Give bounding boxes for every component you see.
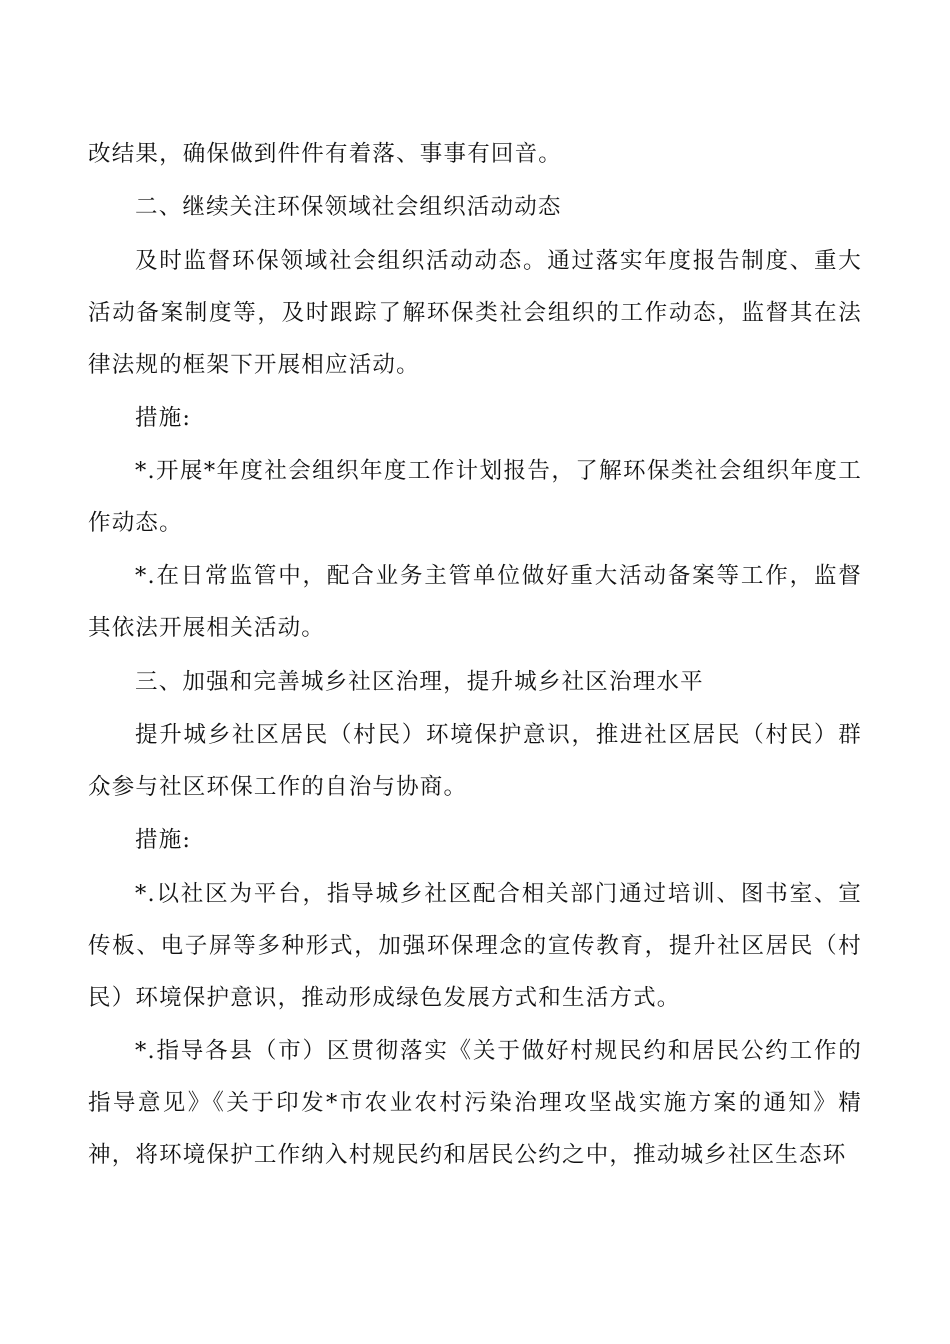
measure-item: *.在日常监管中，配合业务主管单位做好重大活动备案等工作，监督其依法开展相关活动。 <box>88 563 862 642</box>
measure-item: *.开展*年度社会组织年度工作计划报告，了解环保类社会组织年度工作动态。 <box>88 458 862 537</box>
document-body <box>88 128 862 1182</box>
body-paragraph: 提升城乡社区居民（村民）环境保护意识，推进社区居民（村民）群众参与社区环保工作的自治与协商。 <box>88 722 862 801</box>
body-paragraph: 及时监督环保领域社会组织活动动态。通过落实年度报告制度、重大活动备案制度等，及时跟踪了解环保类社会组织的工作动态，监督其在法律法规的框架下开展相应活动。 <box>88 247 862 378</box>
section-heading-3: 三、加强和完善城乡社区治理，提升城乡社区治理水平 <box>135 668 704 695</box>
paragraph-continuation: 改结果，确保做到件件有着落、事事有回音。 <box>88 141 563 167</box>
measure-item: *.以社区为平台，指导城乡社区配合相关部门通过培训、图书室、宣传板、电子屏等多种形式，加强环保理念的宣传教育，提升社区居民（村民）环境保护意识，推动形成绿色发展方式和生活方式。 <box>88 880 862 1011</box>
section-heading-2: 二、继续关注环保领域社会组织活动动态 <box>135 194 562 221</box>
measures-label: 措施: <box>135 827 192 854</box>
measures-label: 措施: <box>135 404 192 431</box>
measure-item: *.指导各县（市）区贯彻落实《关于做好村规民约和居民公约工作的指导意见》《关于印发*市农业农村污染治理攻坚战实施方案的通知》精神，将环境保护工作纳入村规民约和居民公约之中，推动城乡社区生态环 <box>88 1037 862 1168</box>
